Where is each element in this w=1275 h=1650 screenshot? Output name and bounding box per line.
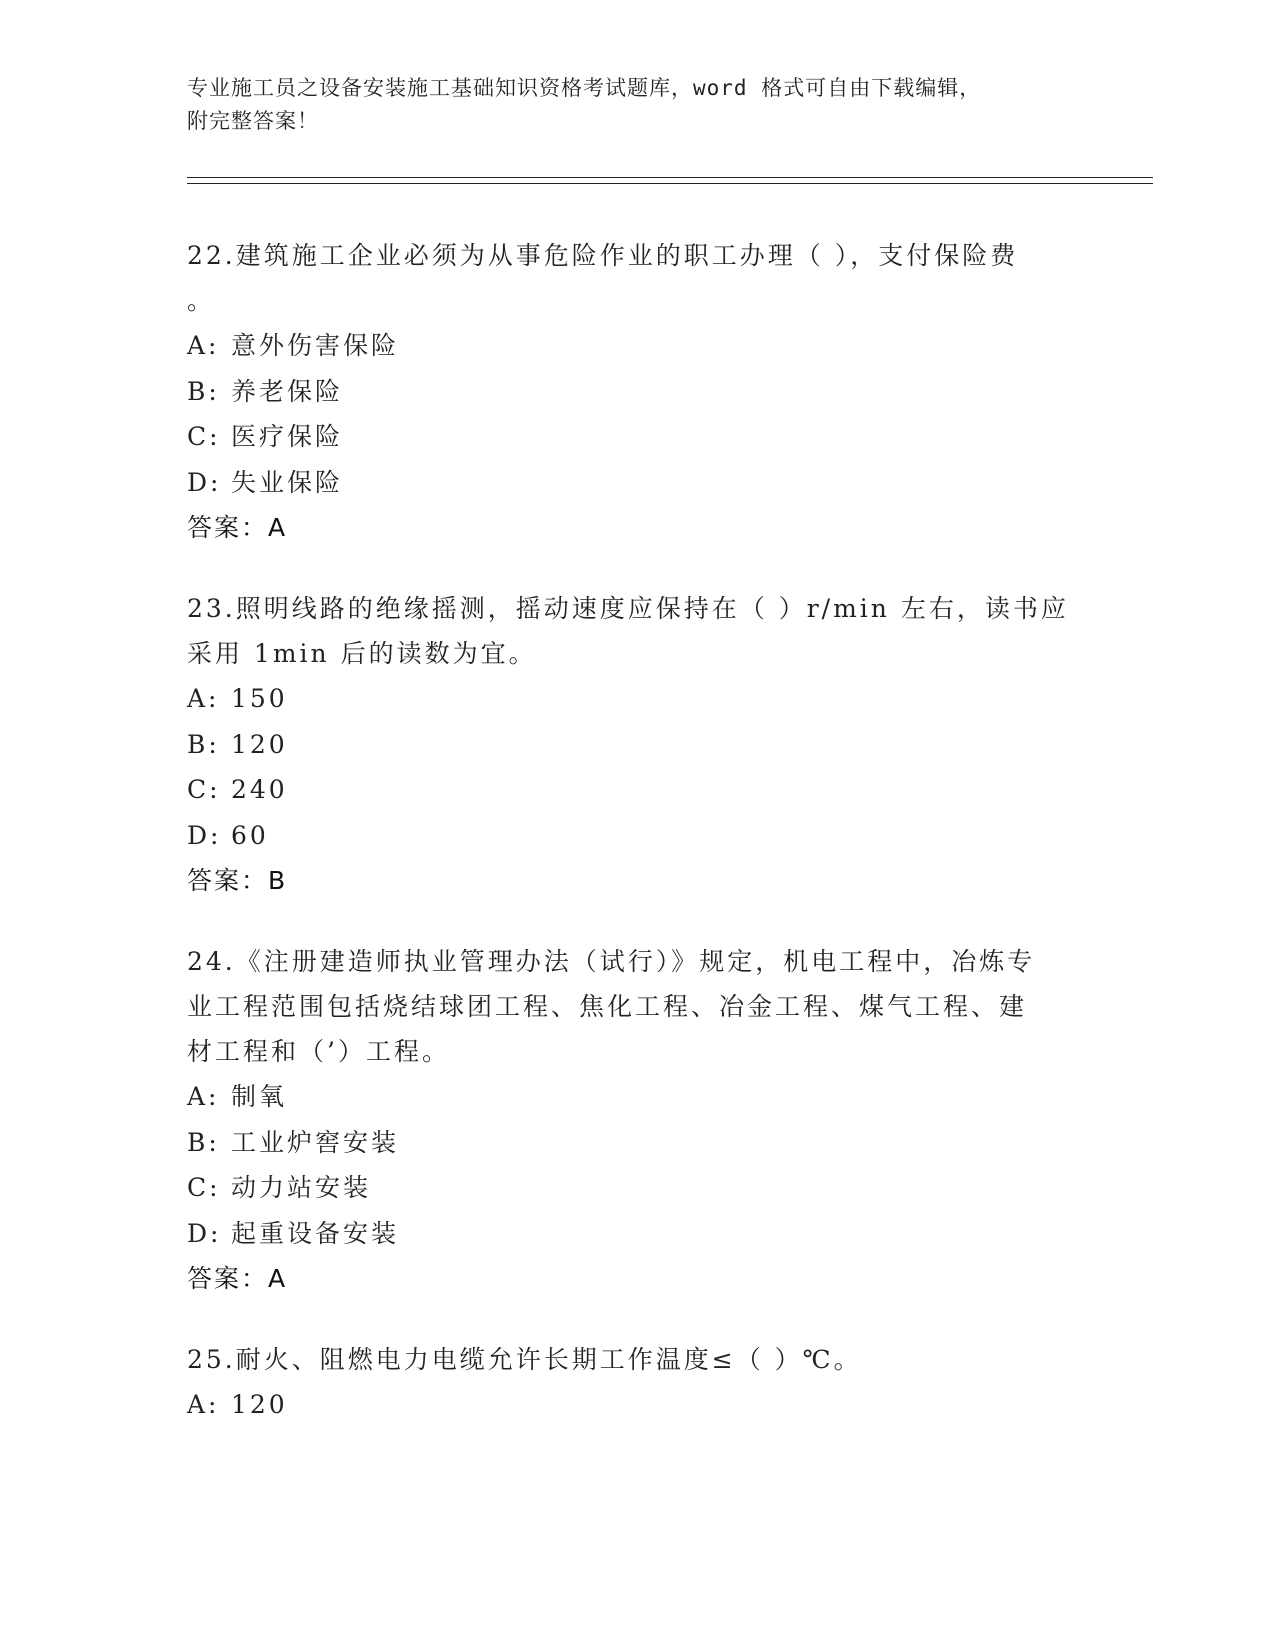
option-a [187, 1382, 1087, 1428]
option-text: 120 [231, 1390, 288, 1419]
question-stem-line: 24.《注册建造师执业管理办法（试行）》规定，机电工程中，冶炼专 [187, 947, 1036, 976]
option-text: 240 [231, 775, 288, 804]
option-key: B: [187, 376, 220, 406]
option-key: D: [187, 820, 222, 850]
option-a [187, 1074, 1087, 1120]
header-line-2: 附完整答案！ [187, 109, 319, 133]
document-header [187, 72, 1067, 138]
option-text: 动力站安装 [231, 1173, 372, 1202]
question-25 [187, 1337, 1087, 1428]
option-a [187, 323, 1087, 369]
question-stem-line: 22.建筑施工企业必须为从事危险作业的职工办理（ ），支付保险费 [187, 241, 1019, 270]
option-d [187, 460, 1087, 506]
question-stem-line: 材工程和（’）工程。 [187, 1037, 450, 1066]
option-c [187, 414, 1087, 460]
option-text: 150 [231, 684, 288, 713]
option-text: 失业保险 [231, 467, 344, 497]
option-b [187, 369, 1087, 415]
option-b [187, 722, 1087, 768]
question-24 [187, 939, 1087, 1301]
header-line-1: 专业施工员之设备安装施工基础知识资格考试题库，word 格式可自由下载编辑， [187, 76, 982, 100]
option-text: 制氧 [231, 1082, 288, 1111]
option-key: A: [187, 1390, 220, 1419]
option-text: 起重设备安装 [231, 1218, 400, 1248]
option-key: A: [187, 331, 220, 360]
option-key: D: [187, 1218, 222, 1248]
option-key: A: [187, 684, 220, 713]
option-text: 工业炉窖安装 [231, 1127, 400, 1157]
option-key: C: [187, 775, 221, 804]
question-stem-line: 采用 1min 后的读数为宜。 [187, 639, 537, 668]
option-a [187, 676, 1087, 722]
question-23 [187, 586, 1087, 903]
option-key: C: [187, 422, 221, 451]
option-d [187, 1211, 1087, 1257]
question-stem-line: 。 [187, 286, 216, 315]
question-stem-line: 业工程范围包括烧结球团工程、焦化工程、冶金工程、煤气工程、建 [187, 992, 1028, 1021]
option-key: B: [187, 1127, 220, 1157]
option-key: B: [187, 729, 220, 759]
header-divider-top [187, 177, 1153, 178]
header-divider-bottom [187, 183, 1153, 184]
option-key: D: [187, 467, 222, 497]
question-22 [187, 233, 1087, 550]
question-list [187, 233, 1087, 1464]
option-text: 医疗保险 [231, 422, 344, 451]
option-key: C: [187, 1173, 221, 1202]
option-c [187, 1165, 1087, 1211]
option-d [187, 813, 1087, 859]
question-stem-line: 25.耐火、阻燃电力电缆允许长期工作温度≤（ ）℃。 [187, 1345, 862, 1374]
option-text: 养老保险 [231, 376, 344, 406]
answer-label: 答案：A [187, 1264, 288, 1293]
option-b [187, 1120, 1087, 1166]
option-c [187, 767, 1087, 813]
answer-label: 答案：B [187, 866, 288, 895]
option-text: 60 [231, 820, 269, 850]
question-stem-line: 23.照明线路的绝缘摇测，摇动速度应保持在（ ）r/min 左右，读书应 [187, 594, 1069, 623]
option-text: 意外伤害保险 [231, 331, 400, 360]
option-key: A: [187, 1082, 220, 1111]
option-text: 120 [231, 729, 288, 759]
answer-label: 答案：A [187, 513, 288, 542]
